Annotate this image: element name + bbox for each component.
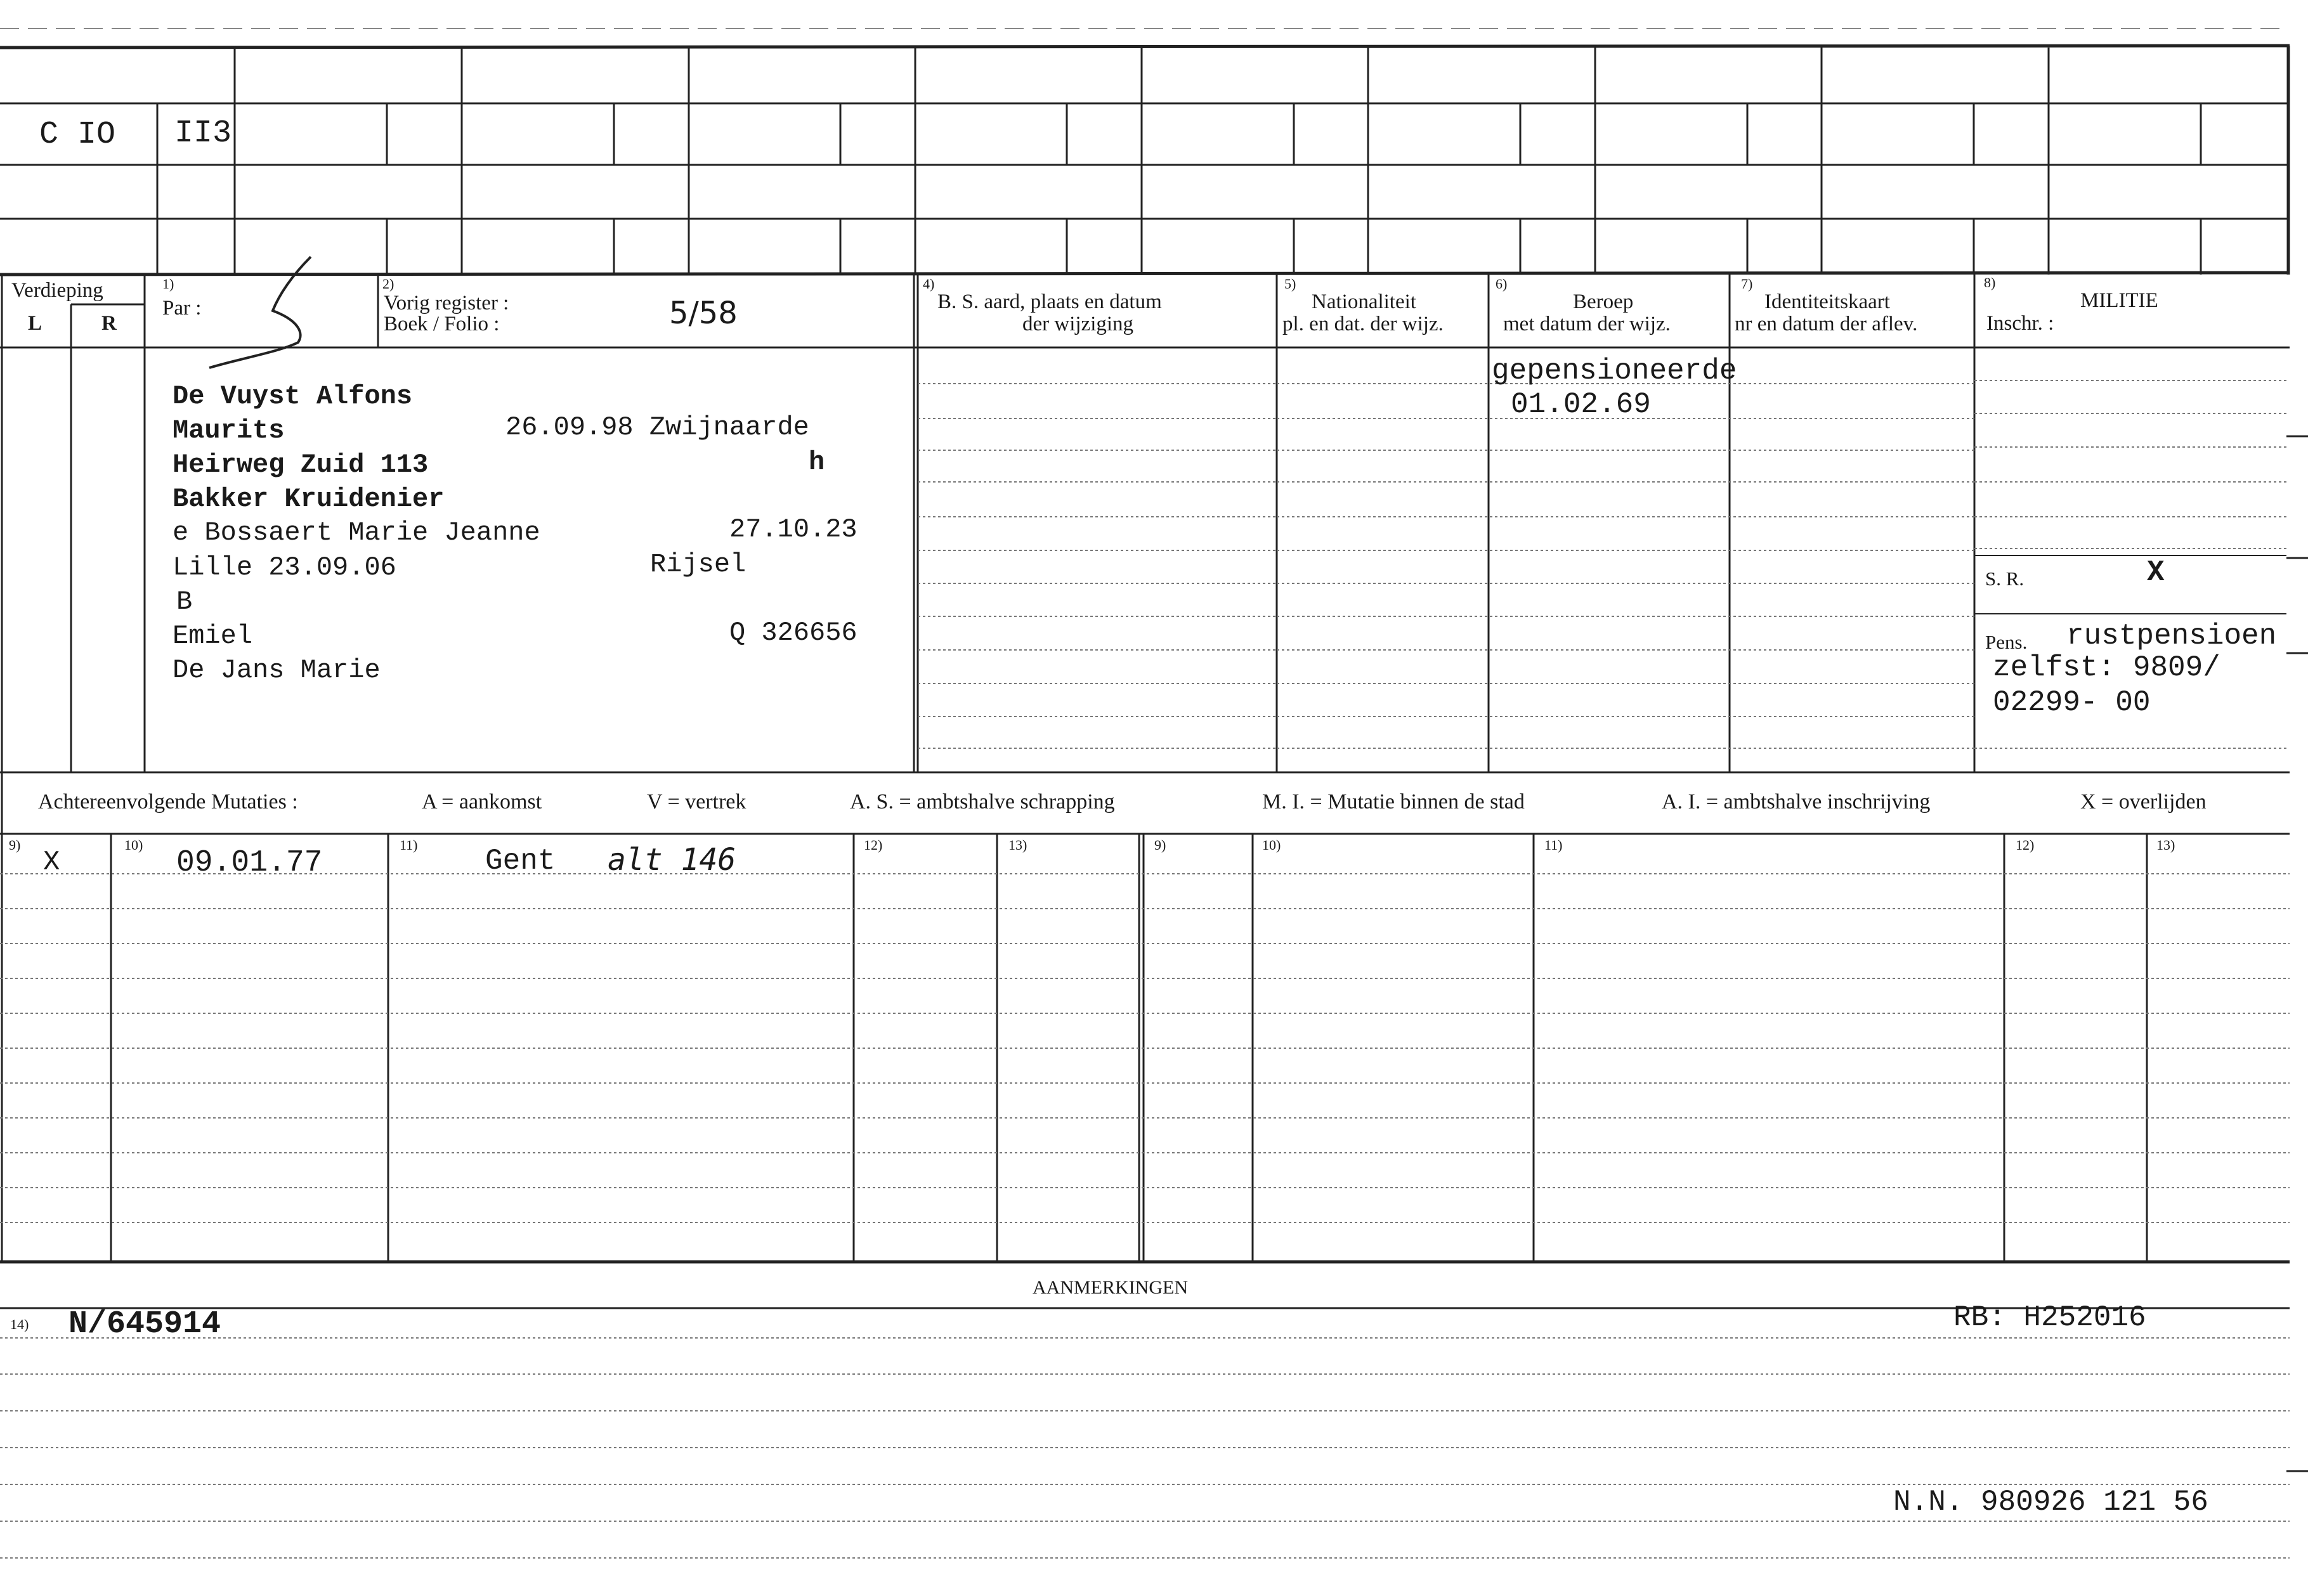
verdieping-label: Verdieping xyxy=(11,279,103,302)
col-12-left: 12) xyxy=(864,837,883,853)
mutation-note: alt 146 xyxy=(608,842,736,878)
note-5: 5) xyxy=(1284,276,1296,292)
bs-header-line1: B. S. aard, plaats en datum xyxy=(937,290,1162,313)
mutation-date: 09.01.77 xyxy=(176,846,323,880)
note-6: 6) xyxy=(1496,276,1508,292)
aanmerkingen-title: AANMERKINGEN xyxy=(1033,1277,1188,1298)
beroep-header-line1: Beroep xyxy=(1573,290,1634,313)
col-9-left: 9) xyxy=(9,837,21,853)
note-8: 8) xyxy=(1984,275,1996,290)
nn-number: N.N. 980926 121 56 xyxy=(1893,1486,2208,1519)
pens-line3: 02299- 00 xyxy=(1993,686,2151,719)
par-label: Par : xyxy=(162,297,202,320)
legend-aankomst: A = aankomst xyxy=(422,790,542,814)
person-occupation: Bakker Kruidenier xyxy=(173,484,445,514)
militie-header: MILITIE xyxy=(2080,289,2158,312)
nationaliteit-header-line2: pl. en dat. der wijz. xyxy=(1282,313,1444,335)
note-1: 1) xyxy=(162,276,174,292)
boek-folio-label: Boek / Folio : xyxy=(384,313,500,335)
col-11-left: 11) xyxy=(400,837,418,853)
beroep-date: 01.02.69 xyxy=(1511,388,1651,421)
col-11-right: 11) xyxy=(1544,837,1563,853)
pens-line2: zelfst: 9809/ xyxy=(1993,651,2220,684)
mutaties-title: Achtereenvolgende Mutaties : xyxy=(38,790,298,814)
person-address: Heirweg Zuid 113 xyxy=(173,450,429,480)
person-given-name: Maurits xyxy=(173,415,285,446)
person-spouse-birth-place: Rijsel xyxy=(650,549,747,580)
aanmerkingen-ref: N/645914 xyxy=(68,1306,221,1342)
person-name: De Vuyst Alfons xyxy=(173,381,413,412)
person-mother: De Jans Marie xyxy=(173,655,381,685)
beroep-value: gepensioneerde xyxy=(1492,354,1737,387)
legend-ambtshalve-inschrijving: A. I. = ambtshalve inschrijving xyxy=(1662,790,1931,814)
mutation-type: X xyxy=(43,847,60,878)
identiteitskaart-header-line1: Identiteitskaart xyxy=(1764,290,1890,313)
inschr-label: Inschr. : xyxy=(1986,312,2054,335)
rb-number: RB: H252016 xyxy=(1953,1301,2146,1334)
left-label: L xyxy=(28,312,42,335)
col-10-left: 10) xyxy=(124,837,143,853)
identiteitskaart-header-line2: nr en datum der aflev. xyxy=(1735,313,1918,335)
pens-label: Pens. xyxy=(1985,631,2028,653)
legend-vertrek: V = vertrek xyxy=(647,790,747,814)
note-2: 2) xyxy=(382,276,394,292)
sr-label: S. R. xyxy=(1985,568,2024,590)
bs-header-line2: der wijziging xyxy=(1022,313,1134,335)
legend-overlijden: X = overlijden xyxy=(2080,790,2207,814)
note-14: 14) xyxy=(10,1316,29,1332)
person-address-mark: h xyxy=(809,447,825,477)
vorig-register-label: Vorig register : xyxy=(384,292,509,315)
person-birth: 26.09.98 Zwijnaarde xyxy=(505,412,809,443)
pens-line1: rustpensioen xyxy=(2066,620,2277,652)
col-12-right: 12) xyxy=(2016,837,2035,853)
sr-value: X xyxy=(2147,556,2165,589)
person-spouse-birth: Lille 23.09.06 xyxy=(173,552,396,583)
beroep-header-line2: met datum der wijz. xyxy=(1503,313,1671,335)
note-7: 7) xyxy=(1741,276,1753,292)
person-nationality-code: B xyxy=(176,587,193,617)
col-13-right: 13) xyxy=(2156,837,2175,853)
col-10-right: 10) xyxy=(1262,837,1281,853)
index-number: II3 xyxy=(174,115,232,152)
boek-folio-value: 5/58 xyxy=(669,295,738,331)
person-spouse: e Bossaert Marie Jeanne xyxy=(173,517,540,548)
legend-ambtshalve-schrapping: A. S. = ambtshalve schrapping xyxy=(850,790,1115,814)
col-9-right: 9) xyxy=(1154,837,1166,853)
nationaliteit-header-line1: Nationaliteit xyxy=(1312,290,1416,313)
note-4: 4) xyxy=(923,276,935,292)
col-13-left: 13) xyxy=(1008,837,1027,853)
person-father: Emiel xyxy=(173,621,253,651)
right-label: R xyxy=(101,312,117,335)
person-id-code: Q 326656 xyxy=(729,618,857,648)
person-spouse-date: 27.10.23 xyxy=(729,514,857,545)
legend-mutatie-binnen-stad: M. I. = Mutatie binnen de stad xyxy=(1262,790,1525,814)
mutation-place: Gent xyxy=(485,845,556,878)
index-code: C IO xyxy=(39,117,116,153)
par-handwritten-mark xyxy=(203,250,330,377)
